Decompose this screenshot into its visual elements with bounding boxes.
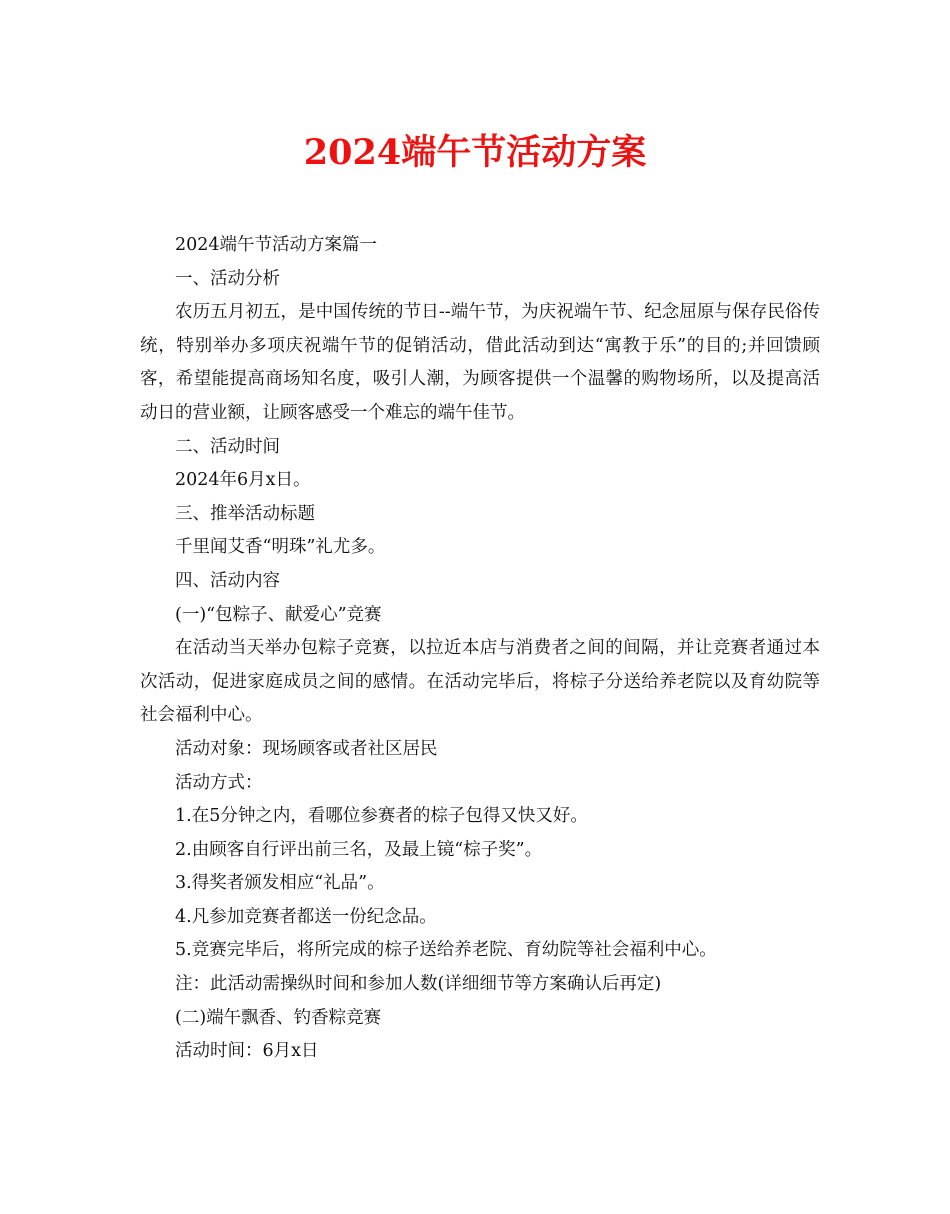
body-line: 活动方式： [175, 772, 263, 793]
document-title: 2024端午节活动方案 [303, 132, 647, 173]
body-line: 活动对象：现场顾客或者社区居民 [175, 738, 438, 759]
section-heading: 一、活动分析 [175, 268, 280, 289]
subsection-heading: (二)端午飘香、钓香粽竞赛 [175, 1007, 382, 1028]
section-heading: 三、推举活动标题 [175, 503, 315, 524]
list-item: 2.由顾客自行评出前三名，及最上镜“棕子奖”。 [175, 839, 543, 860]
body-paragraph: 在活动当天举办包粽子竞赛，以拉近本店与消费者之间的间隔，并让竞赛者通过本次活动，促进家庭成员之间的感情。在活动完毕后，将棕子分送给养老院以及育幼院等社会福利中心。 [140, 638, 820, 726]
list-item: 5.竞赛完毕后，将所完成的棕子送给养老院、育幼院等社会福利中心。 [175, 940, 717, 961]
list-item: 3.得奖者颁发相应“礼品”。 [175, 873, 385, 894]
section-heading: 四、活动内容 [175, 570, 280, 591]
document-body [140, 229, 820, 1069]
note-line: 注：此活动需操纵时间和参加人数(详细细节等方案确认后再定) [175, 974, 662, 995]
section-heading: 2024端午节活动方案篇一 [175, 235, 378, 255]
list-item: 1.在5分钟之内，看哪位参赛者的棕子包得又快又好。 [175, 806, 588, 827]
body-line: 活动时间：6月x日 [175, 1041, 319, 1062]
body-paragraph: 农历五月初五，是中国传统的节日--端午节，为庆祝端午节、纪念屈原与保存民俗传统，特别举办多项庆祝端午节的促销活动，借此活动到达“寓教于乐”的目的;并回馈顾客，希望能提高商场知名度，吸引人潮，为顾客提供一个温馨的购物场所，以及提高活动日的营业额，让顾客感受一个难忘的端午佳节。 [140, 302, 820, 423]
body-line: 千里闻艾香“明珠”礼尤多。 [175, 537, 386, 558]
section-heading: 二、活动时间 [175, 436, 280, 457]
subsection-heading: (一)“包粽子、献爱心”竞赛 [175, 604, 382, 625]
body-line: 2024年6月x日。 [175, 470, 311, 491]
list-item: 4.凡参加竞赛者都送一份纪念品。 [175, 906, 437, 927]
